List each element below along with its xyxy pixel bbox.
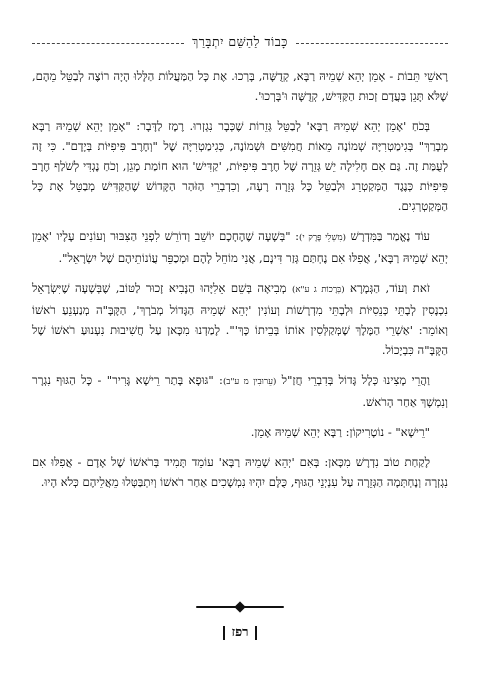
source-citation: (בְּרָכוֹת ג ע"א) xyxy=(292,285,345,295)
page-number: רפז xyxy=(231,625,249,640)
header-rule-right xyxy=(296,43,448,44)
paragraph-1: רָאשֵׁי תֵּבוֹת - אָמֵן יְהֵא שְׁמֵיהּ רַבָּא, קְדֻשָּׁה, בָּרְכוּ. אֶת כָּל הַמַּעֲלוֹת הַלָּלוּ הָיָה רוֹצֶה לְבַטֵּל מֵהֶם, שֶׁלֹּא תָּגֵן בַּעֲדָם זְכוּת הַקַּדִּישׁ, קְדֻשָּׁה וּ'בָּרְכוּ'. xyxy=(32,69,448,103)
paragraph-3 xyxy=(32,226,448,268)
source-citation: (עֵרוּבִין מ ע"ב) xyxy=(222,377,277,387)
paragraph-3-text: : "בְּשָׁעָה שֶׁהֶחָכָם יוֹשֵׁב וְדוֹרֵשׁ לִפְנֵי הַצִּבּוּר וְעוֹנִים עָלָיו 'אָמֵן יְהֵא שְׁמֵיהּ רַבָּא', אֲפִלּוּ אִם נֶחְתַּם גְּזַר דִּינָם, אֲנִי מוֹחֵל לָהֶם וּמְכַפֵּר עֲוֹנוֹתֵיהֶם שֶׁל יִשְׂרָאֵל". xyxy=(32,229,448,265)
page-body xyxy=(32,66,448,502)
paragraph-5-lead: וַהֲרֵי מָצִינוּ כְּלָל גָּדוֹל בְּדִבְרֵי חֲזַ"ל xyxy=(276,373,430,387)
page-footer xyxy=(0,602,480,672)
paragraph-4-lead: זֹאת וְעוֹד, הַגְּמָרָא xyxy=(344,281,431,295)
paragraph-3-lead: עוֹד נֶאֱמַר בַּמִּדְרָשׁ xyxy=(345,229,430,243)
divider-ornament xyxy=(196,602,284,612)
paragraph-7: לָקַחַת טוֹב נִדְרָשׁ מִכָּאן: בְּאִם 'יְהֵא שְׁמֵיהּ רַבָּא' עוֹמֵד תָּמִיד בְּרֹאשׁוֹ שֶׁל אָדָם - אֲפִלּוּ אִם נִגְזְרָה וְנֶחְתְּמָה הַגְּזֵרָה עַל עִנְיְנֵי הַגּוּף, כֻּלָּם יִהְיוּ נִמְשָׁכִים אַחַר רֹאשׁוֹ וְיִתְבַּטְּלוּ מֵאֲלֵיהֶם כְּלֹא הָיוּ. xyxy=(32,455,448,489)
paragraph-2: בְּכֹחַ 'אָמֵן יְהֵא שְׁמֵיהּ רַבָּא' לְבַטֵּל גְּזֵרוֹת שֶׁכְּבָר נִגְזְרוּ. רֶמֶז לַדָּבָר: "אָמֵן יְהֵא שְׁמֵיהּ רַבָּא מְבָרַךְ" בְּגִימַטְרִיָּה שְׁמוֹנֶה מֵאוֹת חֲמִשִּׁים וּשְׁמוֹנֶה, כְּגִימַטְרִיָּה שֶׁל "וְחֶרֶב פִּיפִיּוֹת בְּיָדָם". כִּי זֶה לְעֻמַּת זֶה. גַּם אִם חָלִילָה יֵשׁ גְּזֵרָה שֶׁל חֶרֶב פִּיפִיּוֹת, 'קַדִּישׁ' הוּא חוֹמַת מָגֵן, וְכֹחַ נֶגְדִּי לְשֹׁלַף חֶרֶב פִּיפִיּוֹת כְּנֶגֶד הַמְּקַטְרֵג וּלְבַטֵּל כָּל גְּזֵרָה רָעָה, וְכִדְבְרֵי הַזֹּהַר הַקָּדוֹשׁ שֶׁהַקַּדִּישׁ מְבַטֵּל אֶת כָּל הַמְּקַטְרְגִים. xyxy=(32,119,448,213)
page-number-bar-right xyxy=(255,626,257,640)
running-header-title: כָּבוֹד לַהַשֵּׁם יִתְבָּרַךְ xyxy=(192,34,288,49)
source-citation: (מִשְׁלֵי פֶּרֶק י) xyxy=(299,233,346,243)
paragraph-5-text: : "גּוּפָא בָּתַר רֵישָׁא גָּרִיר" - כָּל הַגּוּף נִגְרָר וְנִמְשָׁךְ אַחַר הָרֹאשׁ. xyxy=(32,373,448,409)
running-header xyxy=(32,34,448,52)
ornament-diamond xyxy=(234,601,245,612)
paragraph-4 xyxy=(32,278,448,360)
paragraph-5 xyxy=(32,370,448,412)
paragraph-4-text: מְבִיאָה בְּשֵׁם אֵלִיָּהוּ הַנָּבִיא זָכוּר לַטּוֹב, שֶׁבְּשָׁעָה שֶׁיִּשְׂרָאֵל נִכְנָסִין לְבָתֵּי כְּנֵסִיּוֹת וּלְבָתֵּי מִדְרָשׁוֹת וְעוֹנִין 'יְהֵא שְׁמֵיהּ הַגָּדוֹל מְבֹרָךְ', הַקָּבָּ"ה מְנַעְנֵעַ רֹאשׁוֹ וְאוֹמֵר: 'אַשְׁרֵי הַמֶּלֶךְ שֶׁמְּקַלְּסִין אוֹתוֹ בְּבֵיתוֹ כָּךְ'". לָמַדְנוּ מִכָּאן עַל חֲשִׁיבוּת נִעְנוּעַ רֹאשׁוֹ שֶׁל הַקָּבָּ"ה כִּבְיָכוֹל. xyxy=(32,281,448,357)
page-number-block xyxy=(0,624,480,640)
page-number-bar-left xyxy=(223,626,225,640)
paragraph-6: "רֵישָׁא" - נוֹטָרִיקוֹן: רַבָּא יְהֵא שְׁמֵיהּ אָמֵן. xyxy=(250,425,430,439)
